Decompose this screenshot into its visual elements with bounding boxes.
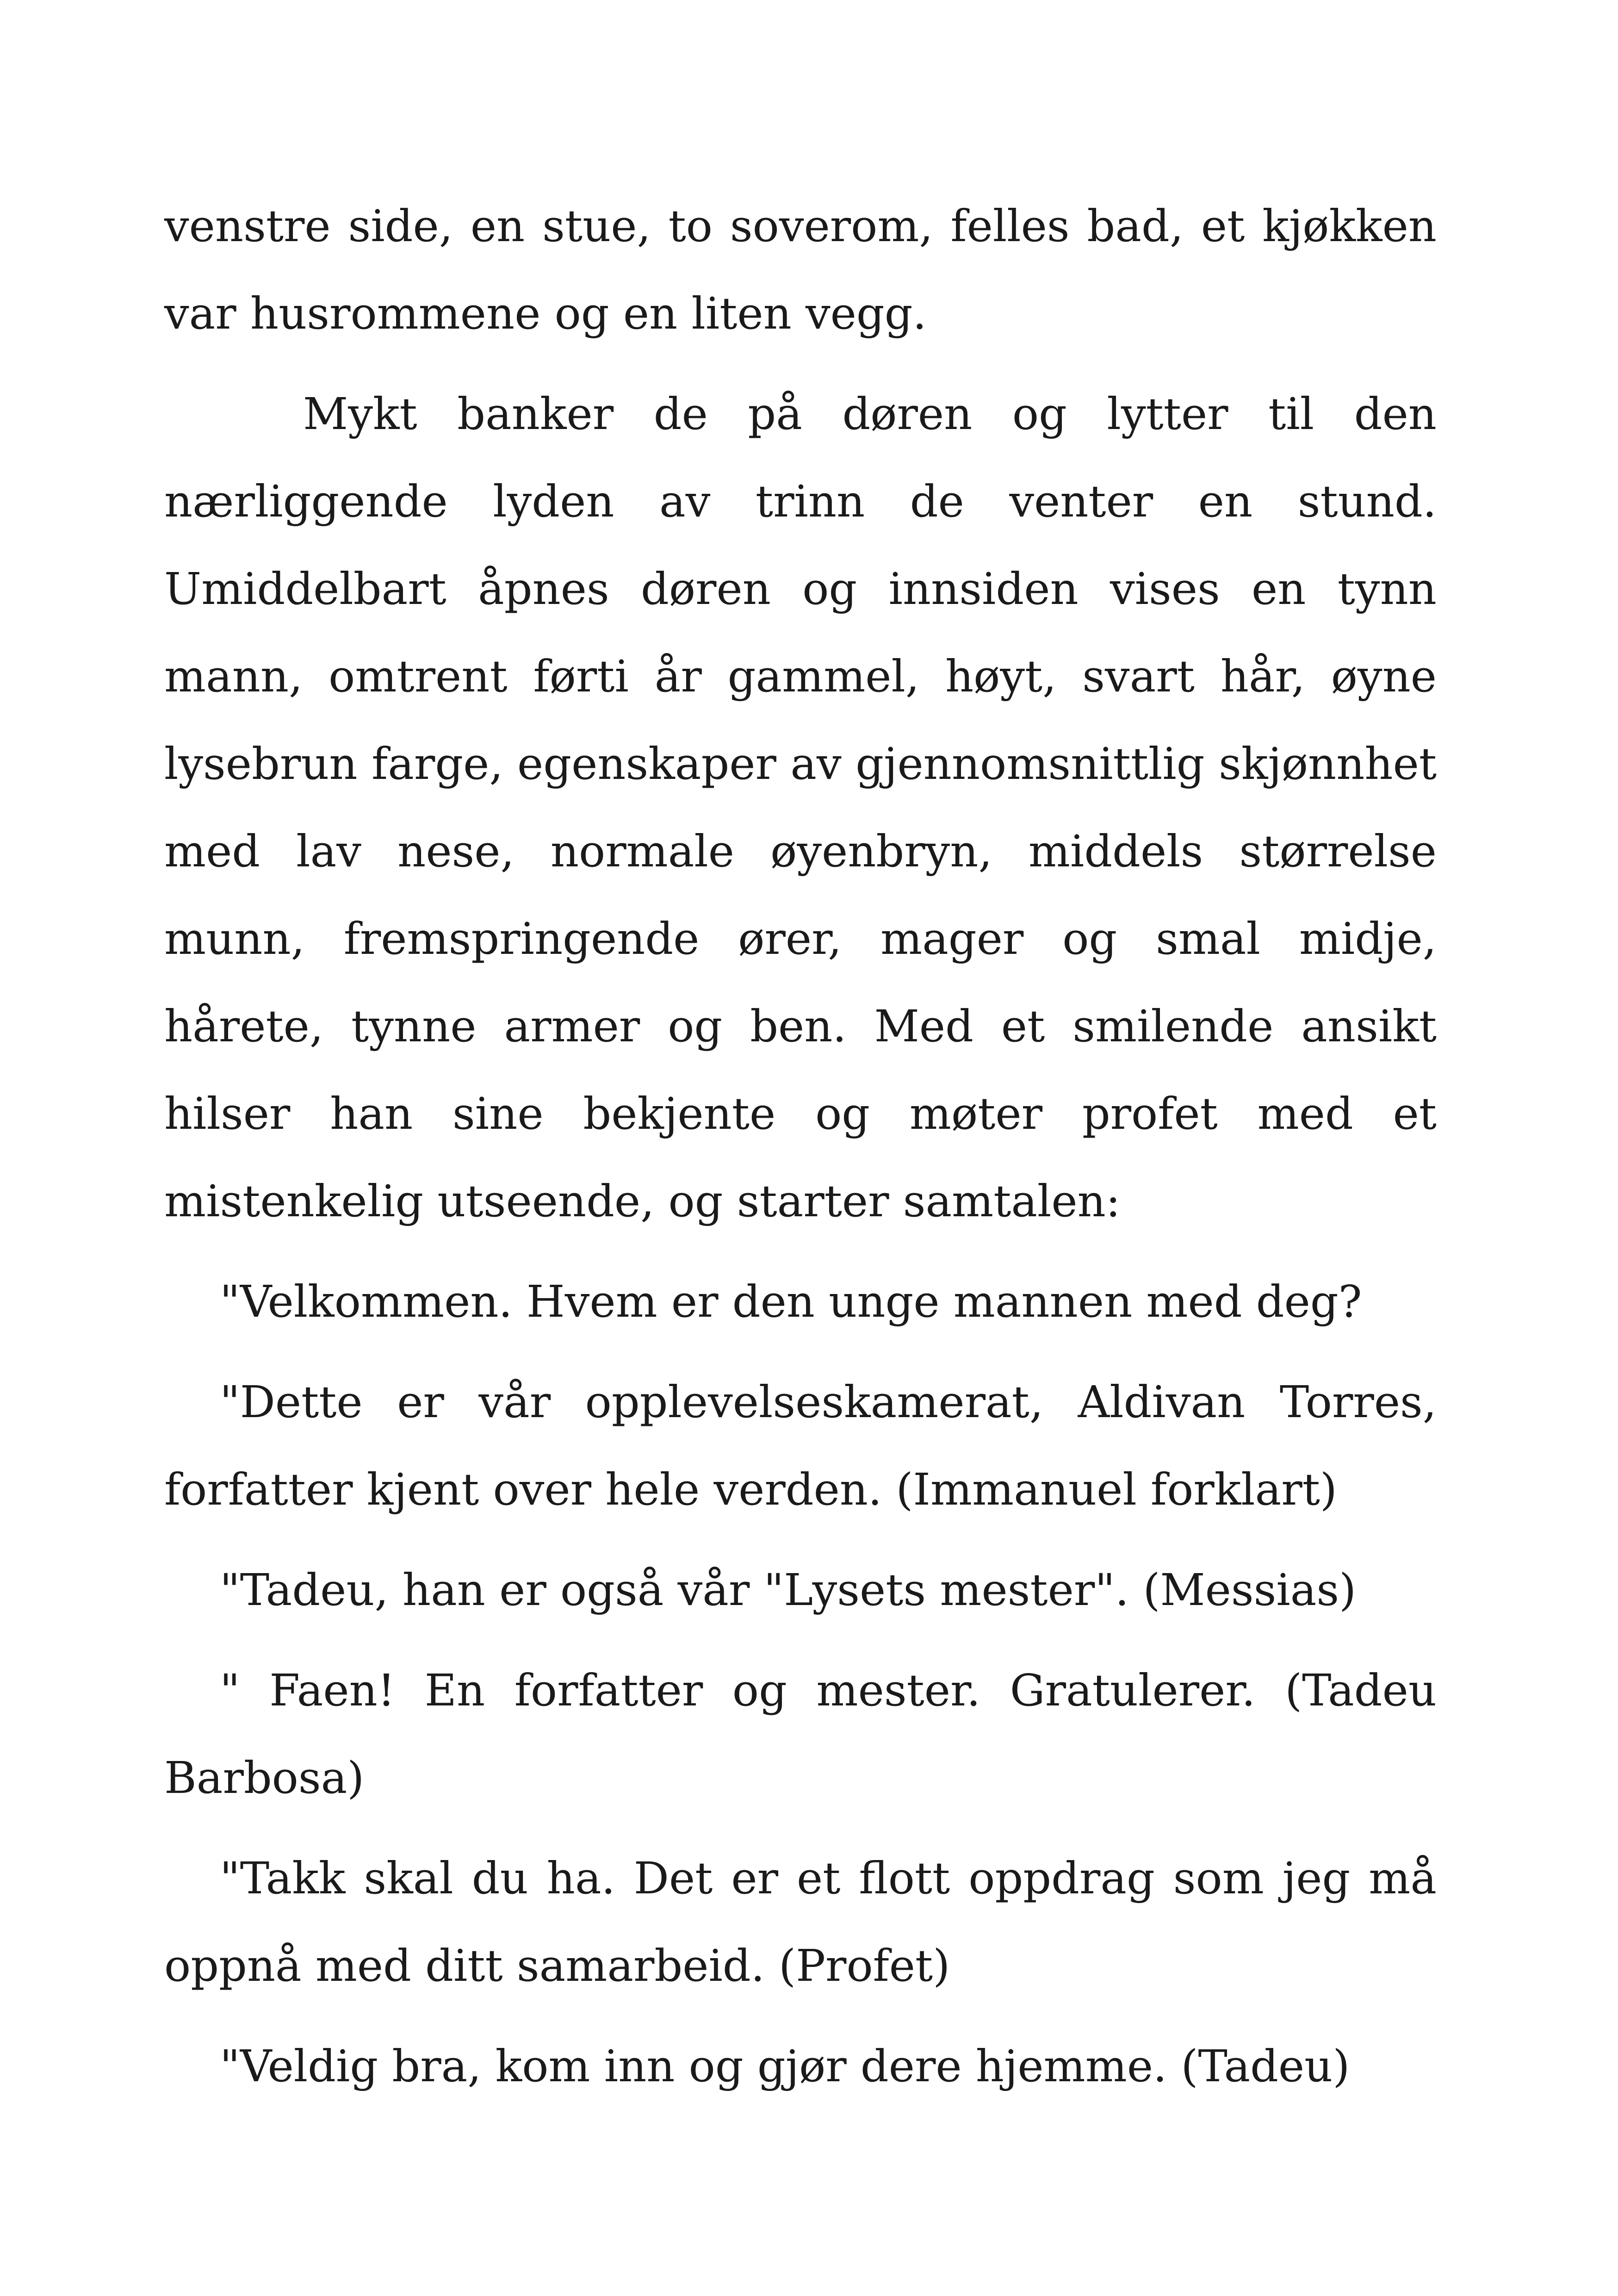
dialogue-line: "Veldig bra, kom inn og gjør dere hjemme. (Tadeu) [220, 2041, 1350, 2092]
body-text [164, 183, 1437, 2110]
paragraph-continuation: venstre side, en stue, to soverom, felles bad, et kjøkken var husrommene og en liten vegg. [164, 201, 1437, 339]
dialogue-line: "Velkommen. Hvem er den unge mannen med deg? [220, 1276, 1362, 1327]
dialogue-line: "Takk skal du ha. Det er et flott oppdrag som jeg må oppnå med ditt samarbeid. (Profet) [164, 1853, 1437, 1991]
dialogue-line: " Faen! En forfatter og mester. Gratulerer. (Tadeu Barbosa) [164, 1665, 1437, 1804]
dialogue-line: "Dette er vår opplevelseskamerat, Aldivan Torres, forfatter kjent over hele verden. (Immanuel forklart) [164, 1377, 1437, 1515]
dialogue-line: "Tadeu, han er også vår "Lysets mester". (Messias) [220, 1565, 1357, 1616]
paragraph-narrative: Mykt banker de på døren og lytter til den nærliggende lyden av trinn de venter en stund. Umiddelbart åpnes døren og innsiden vises en tynn mann, omtrent førti år gammel, høyt, svart hår, øyne lysebrun farge, egenskaper av gjennomsnittlig skjønnhet med lav nese, normale øyenbryn, middels størrelse munn, fremspringende ører, mager og smal midje, hårete, tynne armer og ben. Med et smilende ansikt hilser han sine bekjente og møter profet med et mistenkelig utseende, og starter samtalen: [164, 389, 1437, 1227]
